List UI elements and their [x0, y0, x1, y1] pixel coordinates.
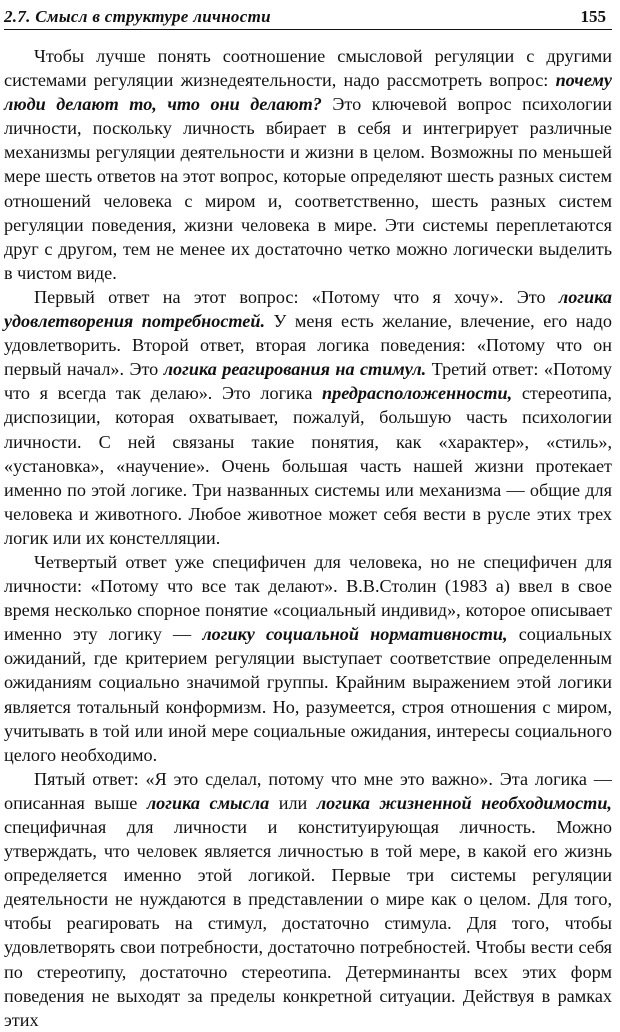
emphasis-text: логика реагирования на стимул.: [163, 359, 427, 380]
paragraph-text: Первый ответ на этот вопрос: «Потому что я хочу». Это: [34, 286, 559, 307]
paragraph-text: или: [269, 792, 317, 813]
emphasis-text: почему люди делают то, что они делают?: [4, 70, 612, 115]
paragraph-text: Это ключевой вопрос психологии личности, поскольку личность вбирает в себя и интегрирует различные механизмы регуляции деятельности и жизни в целом. Возможны по меньшей мере шесть ответов на этот вопрос, которые определяют шесть разных систем отношений человека с миром и, соответственно, шесть разных систем регуляции поведения, жизни человека в мире. Эти системы переплетаются друг с другом, тем не менее их достаточно четко можно логически выделить в чистом виде.: [4, 94, 612, 283]
paragraph-1: [4, 44, 612, 285]
emphasis-text: предрасположенности,: [322, 383, 513, 404]
section-title: 2.7. Смысл в структуре личности: [4, 7, 271, 26]
paragraph-text: стереотипа, диспозиции, которая охватывает, пожалуй, большую часть психологии личности. С ней связаны такие понятия, как «характер», «стиль», «установка», «научение». Очень большая часть нашей жизни протекает именно по этой логике. Три названных системы или механизма — общие для человека и животного. Любое животное может себя вести в русле этих трех логик или их констелляции.: [4, 383, 612, 548]
paragraph-text: Четвертый ответ уже специфичен для человека, но не специфичен для личности: «Потому что все так делают». В.В.Столин (1983 а) ввел в свое время несколько спорное понятие «социальный индивид», которое описывает именно эту логику —: [4, 551, 612, 645]
emphasis-text: логика удовлетворения потребностей.: [4, 286, 612, 332]
paragraph-text: У меня есть желание, влечение, его надо удовлетворить. Второй ответ, вторая логика поведения: «Потому что он первый начал». Это: [4, 311, 612, 380]
paragraph-text: специфичная для личности и конституирующая личность. Можно утверждать, что человек является личностью в той мере, в какой его жизнь определяется именно этой логикой. Первые три системы регуляции деятельности не нуждаются в представлении о мире как о целом. Для того, чтобы реагировать на стимул, достаточно стимула. Для того, чтобы удовлетворять свои потребности, достаточно потребностей. Чтобы вести себя по стереотипу, достаточно стереотипа. Детерминанты всех этих форм поведения не выходят за пределы конкретной ситуации. Действуя в рамках этих: [4, 817, 612, 1030]
paragraph-text: социальных ожиданий, где критерием регуляции выступает соответствие определенным ожиданиям социально значимой группы. Крайним выражением этой логики является тотальный конформизм. Но, разумеется, строя отношения с миром, учитывать в той или иной мере социальные ожидания, интересы социального целого необходимо.: [4, 624, 612, 765]
paragraph-4: [4, 767, 612, 1032]
running-header: [4, 0, 612, 30]
paragraph-3: [4, 550, 612, 767]
paragraph-text: Третий ответ: «Потому что я всегда так делаю». Это логика: [4, 359, 612, 404]
page-number: 155: [580, 7, 606, 26]
paragraph-2: [4, 285, 612, 550]
emphasis-text: логика смысла: [146, 792, 270, 813]
emphasis-text: логику социальной нормативности,: [202, 624, 508, 645]
paragraph-text: Чтобы лучше понять соотношение смысловой регуляции с другими системами регуляции жизнедеятельности, надо рассмотреть вопрос:: [4, 46, 612, 91]
paragraph-text: Пятый ответ: «Я это сделал, потому что мне это важно». Эта логика — описанная выше: [4, 768, 612, 813]
page-body: [4, 44, 612, 1032]
emphasis-text: логика жизненной необходимости,: [316, 792, 612, 813]
